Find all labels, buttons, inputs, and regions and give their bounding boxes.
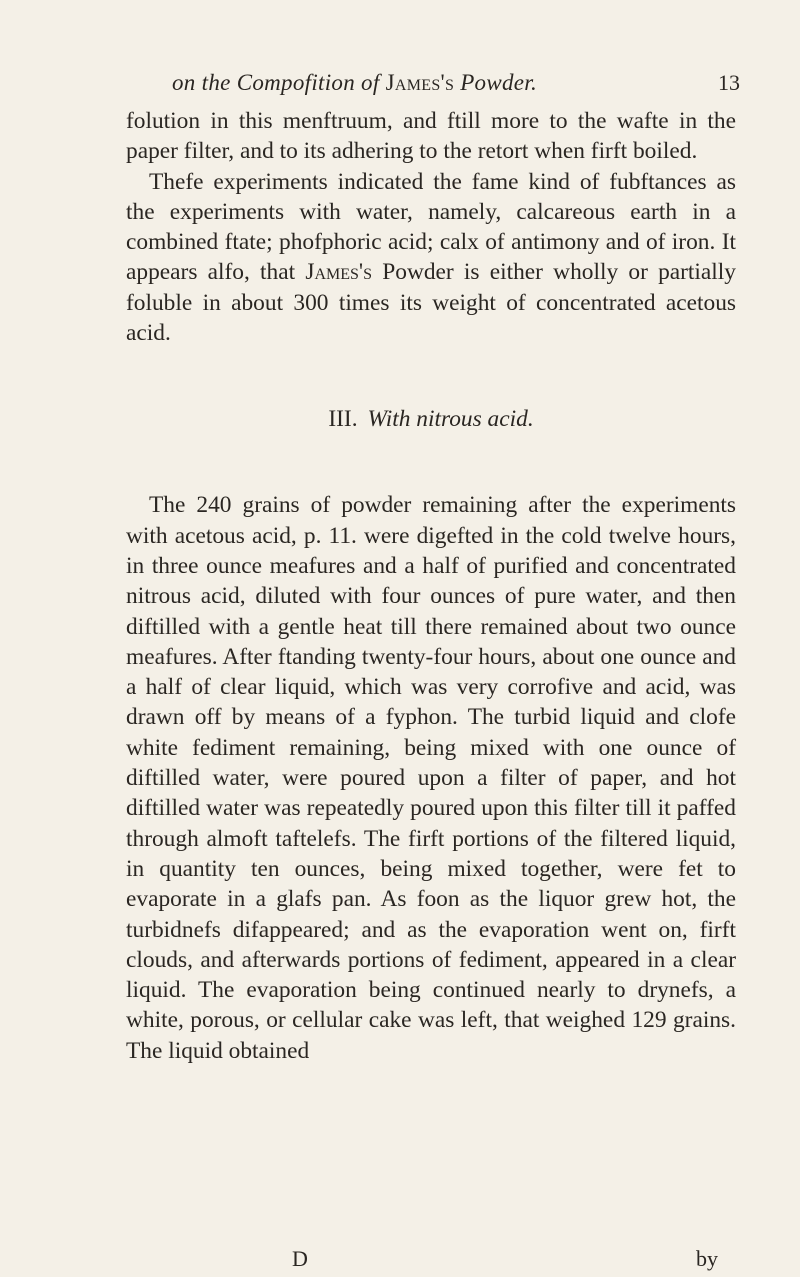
running-title-suffix: Powder. [454,70,538,95]
proper-name: James's [305,259,373,286]
paragraph-text-start: Thefe experiments indicated the fame kind of fubftances as the experiments with water, namely, calcareous earth in a combined ftate; phofphoric acid; calx of antimony and of iron. It appears alfo, that [126,168,736,286]
body-text [126,106,736,1066]
section-heading [126,348,736,490]
page-number: 13 [718,70,740,95]
section-number: III. [328,406,358,433]
paragraph-experiments-summary [126,167,736,349]
running-title-prefix: on the Compofition of [172,70,386,95]
signature-mark: D [292,1246,308,1271]
running-title-name: James's [385,70,455,95]
paragraph-text-end: Powder is either wholly or partially foluble in about 300 times its weight of concentrated acetous acid. [126,259,737,347]
running-head [172,70,632,96]
paragraph-continuation: folution in this menftruum, and ftill more to the wafte in the paper filter, and to its adhering to the retort when firft boiled. [126,108,736,165]
paragraph-nitrous-acid: The 240 grains of powder remaining after the experiments with acetous acid, p. 11. were digefted in the cold twelve hours, in three ounce meafures and a half of purified and concentrated nitrous acid, diluted with four ounces of pure water, and then diftilled with a gentle heat till there remained about two ounce meafures. After ftanding twenty-four hours, about one ounce and a half of clear liquid, which was very corrofive and acid, was drawn off by means of a fyphon. The turbid liquid and clofe white fediment remaining, being mixed with one ounce of diftilled water, were poured upon a filter of paper, and hot diftilled water was repeatedly poured upon this filter till it paffed through almoft taftelefs. The firft portions of the filtered liquid, in quantity ten ounces, being mixed together, were fet to evaporate in a glafs pan. As foon as the liquor grew hot, the turbidnefs difappeared; and as the evaporation went on, firft clouds, and afterwards portions of fediment, appeared in a clear liquid. The evaporation being continued nearly to drynefs, a white, porous, or cellular cake was left, that weighed 129 grains. The liquid obtained [126,492,736,1064]
catchword: by [696,1246,718,1271]
section-title: With nitrous acid. [367,406,534,433]
